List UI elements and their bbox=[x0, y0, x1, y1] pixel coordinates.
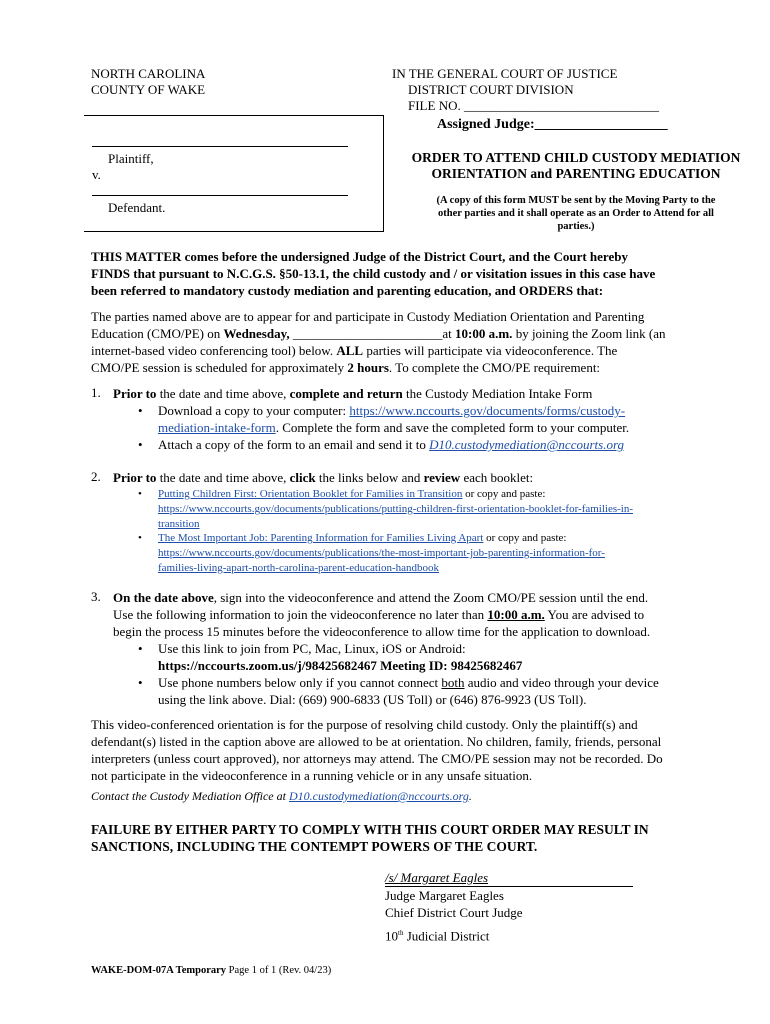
booklet-1-url[interactable]: https://www.nccourts.gov/documents/publications/putting-children-first-orientation-booklet-for-families-in- bbox=[158, 503, 634, 515]
intro-paragraph: The parties named above are to appear for and participate in Custody Mediation Orientation and Parenting Education (CMO/PE) on Wednesday, _______________________at 10:00 a.m. by joining the Zoom link (an internet-based video conferencing tool) below. ALL parties will participate via videoconference. The CMO/PE session is scheduled for approximately 2 hours. To complete the CMO/PE requirement: bbox=[91, 309, 666, 375]
judicial-district: 10th Judicial District bbox=[385, 928, 490, 944]
contact-email-link[interactable]: D10.custodymediation@nccourts.org bbox=[288, 789, 469, 803]
booklet-2-url[interactable]: https://www.nccourts.gov/documents/publications/the-most-important-job-parenting-information-for- bbox=[158, 547, 605, 559]
order-title: ORDER TO ATTEND CHILD CUSTODY MEDIATION ORIENTATION and PARENTING EDUCATION bbox=[411, 150, 741, 181]
caption-box-divider bbox=[383, 115, 384, 232]
state-label: NORTH CAROLINA bbox=[91, 66, 206, 81]
plaintiff-label: Plaintiff, bbox=[108, 151, 154, 166]
intake-form-link[interactable]: https://www.nccourts.gov/documents/forms/custody- bbox=[349, 403, 626, 418]
mediation-email-link[interactable]: D10.custodymediation@nccourts.org bbox=[429, 437, 625, 452]
plaintiff-line bbox=[92, 146, 348, 147]
step-3-bullet-phone: • Use phone numbers below only if you cannot connect both audio and video through your device using the link above. Dial: (669) 900-6833 (US Toll) or (646) 876-9923 (US Toll). bbox=[158, 674, 718, 708]
caption-box-top-rule bbox=[84, 115, 384, 116]
contact-line: Contact the Custody Mediation Office at D10.custodymediation@nccourts.org. bbox=[91, 789, 472, 803]
form-id: WAKE-DOM-07A Temporary bbox=[91, 965, 227, 976]
county-label: COUNTY OF WAKE bbox=[91, 82, 206, 97]
step-2: Prior to the date and time above, click the links below and review each booklet: • Putting Children First: Orientation Booklet for Families in Transition or copy and paste: https://www.nccourts.gov/documents/publications/putting-children-first-orientation-booklet-for-families-in- transition • The Most Important Job: Parenting Information for Families Living Apart or copy and paste: https://www.nccourts.gov/documents/publications/the-most-important-job-parenting-information-for- families-living-apart-north-carolina-parent-education-handbook bbox=[113, 469, 723, 486]
step-3-bullet-zoom: • Use this link to join from PC, Mac, Linux, iOS or Android: https://nccourts.zoom.us/j/98425682467 Meeting ID: 98425682467 bbox=[158, 640, 718, 674]
service-note: (A copy of this form MUST be sent by the Moving Party to the other parties and it shall operate as an Order to Attend for all parties.) bbox=[436, 195, 716, 232]
booklet-1-url-cont[interactable]: transition bbox=[158, 518, 200, 530]
booklet-2-link[interactable]: The Most Important Job: Parenting Information for Families Living Apart bbox=[158, 532, 484, 544]
court-label: IN THE GENERAL COURT OF JUSTICE bbox=[392, 66, 618, 81]
judge-signature: /s/ Margaret Eagles bbox=[385, 869, 633, 887]
step-1-number: 1. bbox=[91, 385, 101, 400]
step-1-bullet-email: • Attach a copy of the form to an email and send it to D10.custodymediation@nccourts.org bbox=[158, 436, 718, 453]
booklet-2-url-cont[interactable]: families-living-apart-north-carolina-parent-education-handbook bbox=[158, 562, 439, 574]
file-no-field: FILE NO. ______________________________ bbox=[408, 98, 659, 113]
form-footer bbox=[91, 965, 331, 976]
judge-title: Chief District Court Judge bbox=[385, 905, 523, 920]
signature-block bbox=[385, 869, 633, 944]
booklet-1-item: • Putting Children First: Orientation Booklet for Families in Transition or copy and paste: https://www.nccourts.gov/documents/publications/putting-children-first-orientation-booklet-for-families-in- transition bbox=[158, 487, 728, 532]
findings-paragraph: THIS MATTER comes before the undersigned Judge of the District Court, and the Court hereby FINDS that pursuant to N.C.G.S. §50-13.1, the child custody and / or visitation issues in this case have been referred to mandatory custody mediation and parenting education, and ORDERS that: bbox=[91, 249, 656, 298]
intake-form-link-cont[interactable]: mediation-intake-form bbox=[158, 420, 276, 435]
caption-box-bottom-rule bbox=[84, 231, 384, 232]
step-3-number: 3. bbox=[91, 589, 101, 604]
step-3: On the date above, sign into the videoconference and attend the Zoom CMO/PE session until the end. Use the following information to join the videoconference no later than 10:00 a.m. You are advised to begin the process 15 minutes before the videoconference to allow time for the application to download. • Use this link to join from PC, Mac, Linux, iOS or Android: https://nccourts.zoom.us/j/98425682467 Meeting ID: 98425682467 • Use phone numbers below only if you cannot connect both audio and video through your device using the link above. Dial: (669) 900-6833 (US Toll) or (646) 876-9923 (US Toll). bbox=[113, 589, 713, 640]
caption-right-header bbox=[392, 66, 659, 114]
booklet-1-link[interactable]: Putting Children First: Orientation Booklet for Families in Transition bbox=[158, 488, 463, 500]
step-1-bullet-download: • Download a copy to your computer: https://www.nccourts.gov/documents/forms/custody- mediation-intake-form. Complete the form and save the completed form to your computer. bbox=[158, 402, 718, 436]
step-1: Prior to the date and time above, complete and return the Custody Mediation Intake Form • Download a copy to your computer: https://www.nccourts.gov/documents/forms/custody- mediation-intake-form. Complete the form and save the completed form to your computer. • Attach a copy of the form to an email and send it to D10.custodymediation@nccourts.org bbox=[113, 385, 713, 402]
defendant-line bbox=[92, 195, 348, 196]
zoom-link[interactable]: https://nccourts.zoom.us/j/98425682467 Meeting ID: 98425682467 bbox=[158, 658, 523, 673]
caption-left-header bbox=[91, 66, 205, 98]
defendant-label: Defendant. bbox=[108, 200, 166, 215]
step-2-number: 2. bbox=[91, 469, 101, 484]
sanctions-warning: FAILURE BY EITHER PARTY TO COMPLY WITH THIS COURT ORDER MAY RESULT IN SANCTIONS, INCLUDING THE CONTEMPT POWERS OF THE COURT. bbox=[91, 822, 649, 854]
booklet-2-item: • The Most Important Job: Parenting Information for Families Living Apart or copy and paste: https://www.nccourts.gov/documents/publications/the-most-important-job-parenting-information-for- families-living-apart-north-carolina-parent-education-handbook bbox=[158, 531, 728, 576]
closing-paragraph: This video-conferenced orientation is for the purpose of resolving child custody. Only the plaintiff(s) and defendant(s) listed in the caption above are allowed to be at orientation. No children, family, friends, personal interpreters (unless court approved), nor attorneys may attend. The CMO/PE session may not be recorded. Do not participate in the videoconference in a running vehicle or in any unsafe situation. bbox=[91, 717, 663, 783]
division-label: DISTRICT COURT DIVISION bbox=[408, 82, 574, 97]
page-revision: Page 1 of 1 (Rev. 04/23) bbox=[228, 965, 332, 976]
assigned-judge-field: Assigned Judge:___________________ bbox=[437, 117, 668, 132]
versus-label: v. bbox=[92, 167, 101, 182]
judge-name: Judge Margaret Eagles bbox=[385, 888, 504, 903]
